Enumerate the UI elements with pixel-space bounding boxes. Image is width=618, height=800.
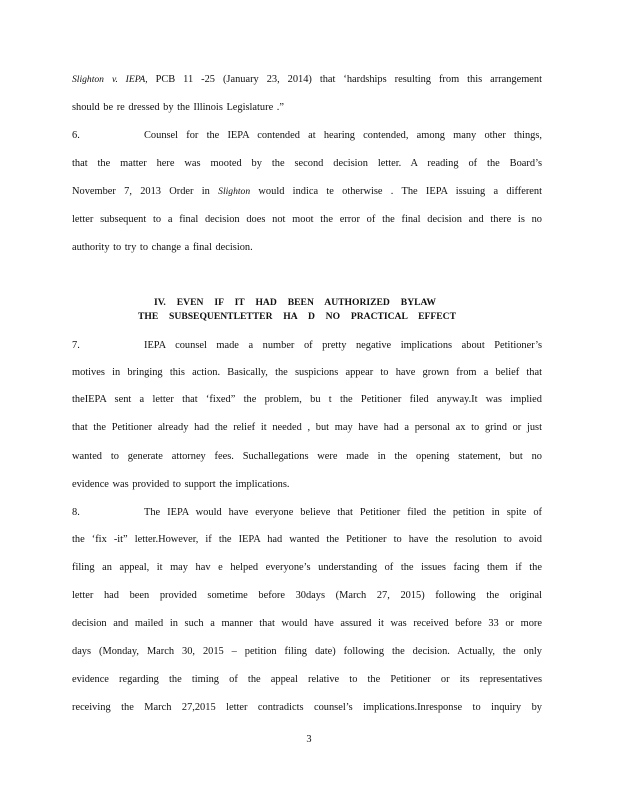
intro-line-1 [72, 73, 542, 86]
para8-line-1-text: The IEPA would have everyone believe that Petitioner filed the petition in spite of [144, 507, 542, 518]
para8-line-1 [72, 506, 542, 519]
para6-line-1 [72, 129, 542, 142]
para6-number: 6. [72, 130, 80, 141]
intro-line-1-text: PCB 11 -25 (January 23, 2014) that ‘hardships resulting from this arrangement [155, 74, 542, 85]
para6-line-3-b: would indica te otherwise . The IEPA issuing a different [258, 186, 542, 197]
section-heading-line-2-text: THE SUBSEQUENTLETTER HA D NO PRACTICAL EFFECT [138, 311, 456, 322]
para8-line-7: evidence regarding the timing of the appeal relative to the Petitioner or its representatives [72, 674, 542, 685]
para8-line-6: days (Monday, March 30, 2015 – petition filing date) following the decision. Actually, the only [72, 646, 542, 657]
para6-line-3-a: November 7, 2013 Order in [72, 186, 210, 197]
para8-line-5: decision and mailed in such a manner that would have assured it was received before 33 or more [72, 618, 542, 629]
para8-number: 8. [72, 507, 80, 518]
para6-line-4: letter subsequent to a final decision does not moot the error of the final decision and there is no [72, 214, 542, 225]
intro-line-2: should be re dressed by the Illinois Legislature .” [72, 102, 285, 113]
para6-line-1-text: Counsel for the IEPA contended at hearing contended, among many other things, [144, 130, 542, 141]
para7-number: 7. [72, 340, 80, 351]
page-number: 3 [306, 734, 312, 745]
para7-line-1 [72, 339, 542, 352]
section-heading-line-2 [138, 311, 456, 323]
para7-line-4: that the Petitioner already had the relief it needed , but may have had a personal ax to grind or just [72, 422, 542, 433]
para6-line-3 [72, 185, 542, 198]
para6-case-name: Slighton [218, 186, 251, 197]
section-heading-line-1-text: IV. EVEN IF IT HAD BEEN AUTHORIZED BYLAW [154, 297, 436, 308]
para7-line-3: theIEPA sent a letter that ‘fixed” the problem, bu t the Petitioner filed anyway.It was implied [72, 394, 542, 405]
para6-line-2: that the matter here was mooted by the second decision letter. A reading of the Board’s [72, 158, 542, 169]
para8-line-8: receiving the March 27,2015 letter contradicts counsel’s implications.Inresponse to inquiry by [72, 702, 542, 713]
citation-versus: v. IEPA, [111, 74, 148, 85]
para8-line-2: the ‘fix -it” letter.However, if the IEPA had wanted the Petitioner to have the resolution to avoid [72, 534, 542, 545]
para8-line-4: letter had been provided sometime before 30days (March 27, 2015) following the original [72, 590, 542, 601]
para6-line-5: authority to try to change a final decision. [72, 242, 253, 253]
para8-line-3: filing an appeal, it may hav e helped everyone’s understanding of the issues facing them if the [72, 562, 542, 573]
para7-line-2: motives in bringing this action. Basically, the suspicions appear to have grown from a belief that [72, 367, 542, 378]
para7-line-1-text: IEPA counsel made a number of pretty negative implications about Petitioner’s [144, 340, 542, 351]
section-heading-line-1 [154, 297, 436, 309]
para7-line-5: wanted to generate attorney fees. Suchallegations were made in the opening statement, but no [72, 451, 542, 462]
para7-line-6: evidence was provided to support the implications. [72, 479, 290, 490]
citation-case-name: Slighton [72, 74, 104, 85]
